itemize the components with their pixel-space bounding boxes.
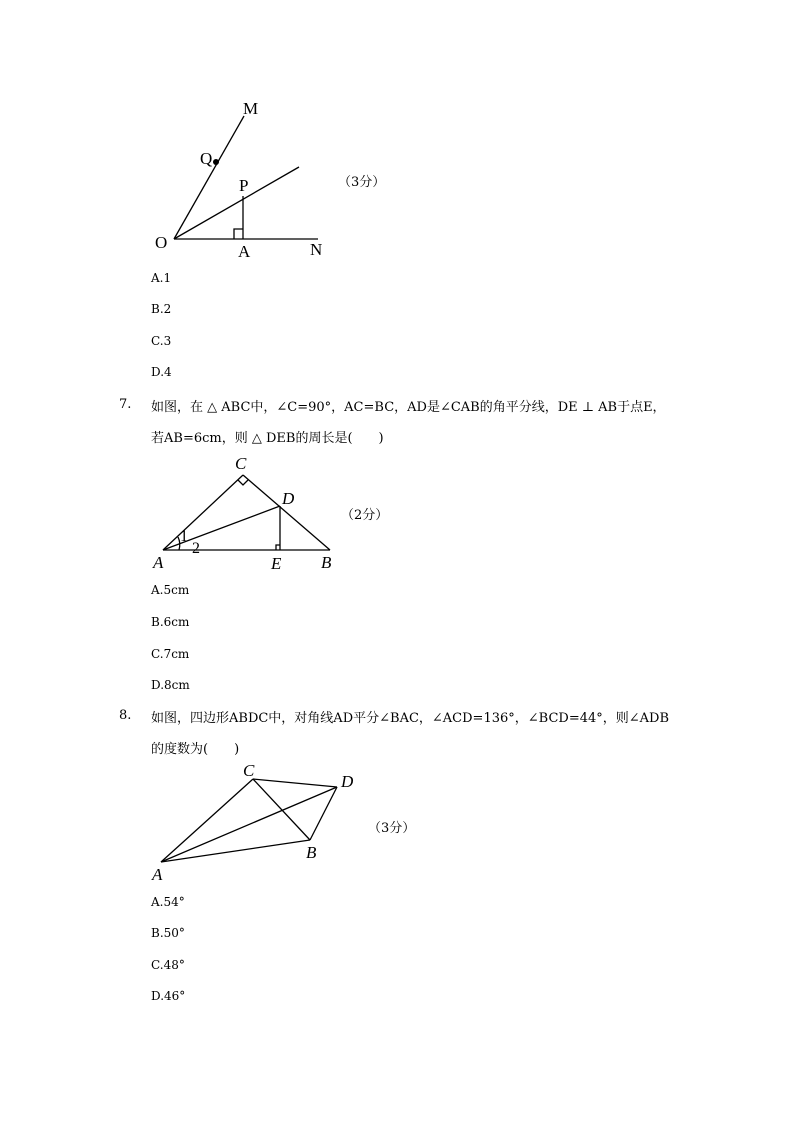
segment-ba [161, 840, 310, 862]
ray-om [174, 116, 244, 239]
label-o: O [155, 233, 168, 252]
q8-score: （3分） [368, 821, 416, 836]
segment-db [310, 787, 337, 840]
label-a: A [152, 865, 163, 884]
label-m: M [243, 99, 259, 118]
q6-option-c: C.3 [151, 334, 172, 348]
q8-option-a: A.54° [151, 895, 185, 909]
q7-text-line2: 若AB=6cm，则 △ DEB的周长是( ) [151, 431, 384, 446]
q8-option-b: B.50° [151, 926, 185, 940]
q6-option-a: A.1 [151, 271, 172, 285]
label-n: N [310, 240, 323, 259]
q8-number: 8. [119, 708, 132, 723]
q7-option-c: C.7cm [151, 647, 190, 661]
ray-op [174, 167, 299, 239]
q6-option-b: B.2 [151, 302, 172, 316]
label-d: D [341, 772, 354, 791]
segment-cd [253, 779, 337, 787]
segment-cb [243, 475, 330, 550]
label-angle-1: 1 [180, 528, 188, 545]
q7-option-d: D.8cm [151, 678, 190, 692]
segment-ac [161, 779, 253, 862]
q6-score: （3分） [338, 175, 386, 190]
segment-ac [163, 475, 243, 550]
q8-text-line2: 的度数为( ) [151, 742, 240, 757]
q8-option-d: D.46° [151, 989, 186, 1003]
label-q: Q [200, 149, 213, 168]
label-c: C [235, 454, 247, 473]
label-angle-2: 2 [192, 540, 200, 557]
label-p: P [239, 176, 249, 195]
label-a: A [238, 242, 251, 261]
label-d: D [282, 489, 295, 508]
q8-quadrilateral-figure [145, 758, 365, 888]
label-e: E [271, 554, 282, 573]
q6-angle-figure [150, 95, 340, 265]
q6-option-d: D.4 [151, 365, 172, 379]
q7-score: （2分） [341, 508, 389, 523]
label-b: B [306, 843, 317, 862]
right-angle-mark-c [238, 480, 248, 485]
label-c: C [243, 761, 255, 780]
q7-number: 7. [119, 397, 132, 412]
label-b: B [321, 553, 332, 572]
q7-triangle-figure [150, 450, 340, 575]
q8-option-c: C.48° [151, 958, 185, 972]
q8-text-line1: 如图，四边形ABDC中，对角线AD平分∠BAC，∠ACD=136°，∠BCD=44°，则∠ADB [151, 711, 670, 726]
point-q-dot [213, 159, 219, 165]
q7-text-line1: 如图，在 △ ABC中，∠C=90°，AC=BC，AD是∠CAB的角平分线，DE ⊥ AB于点E， [151, 400, 666, 415]
label-a: A [153, 553, 164, 572]
diagonal-cb [253, 779, 310, 840]
right-angle-mark-a [234, 229, 243, 239]
q7-option-b: B.6cm [151, 615, 190, 629]
q7-option-a: A.5cm [151, 583, 190, 597]
